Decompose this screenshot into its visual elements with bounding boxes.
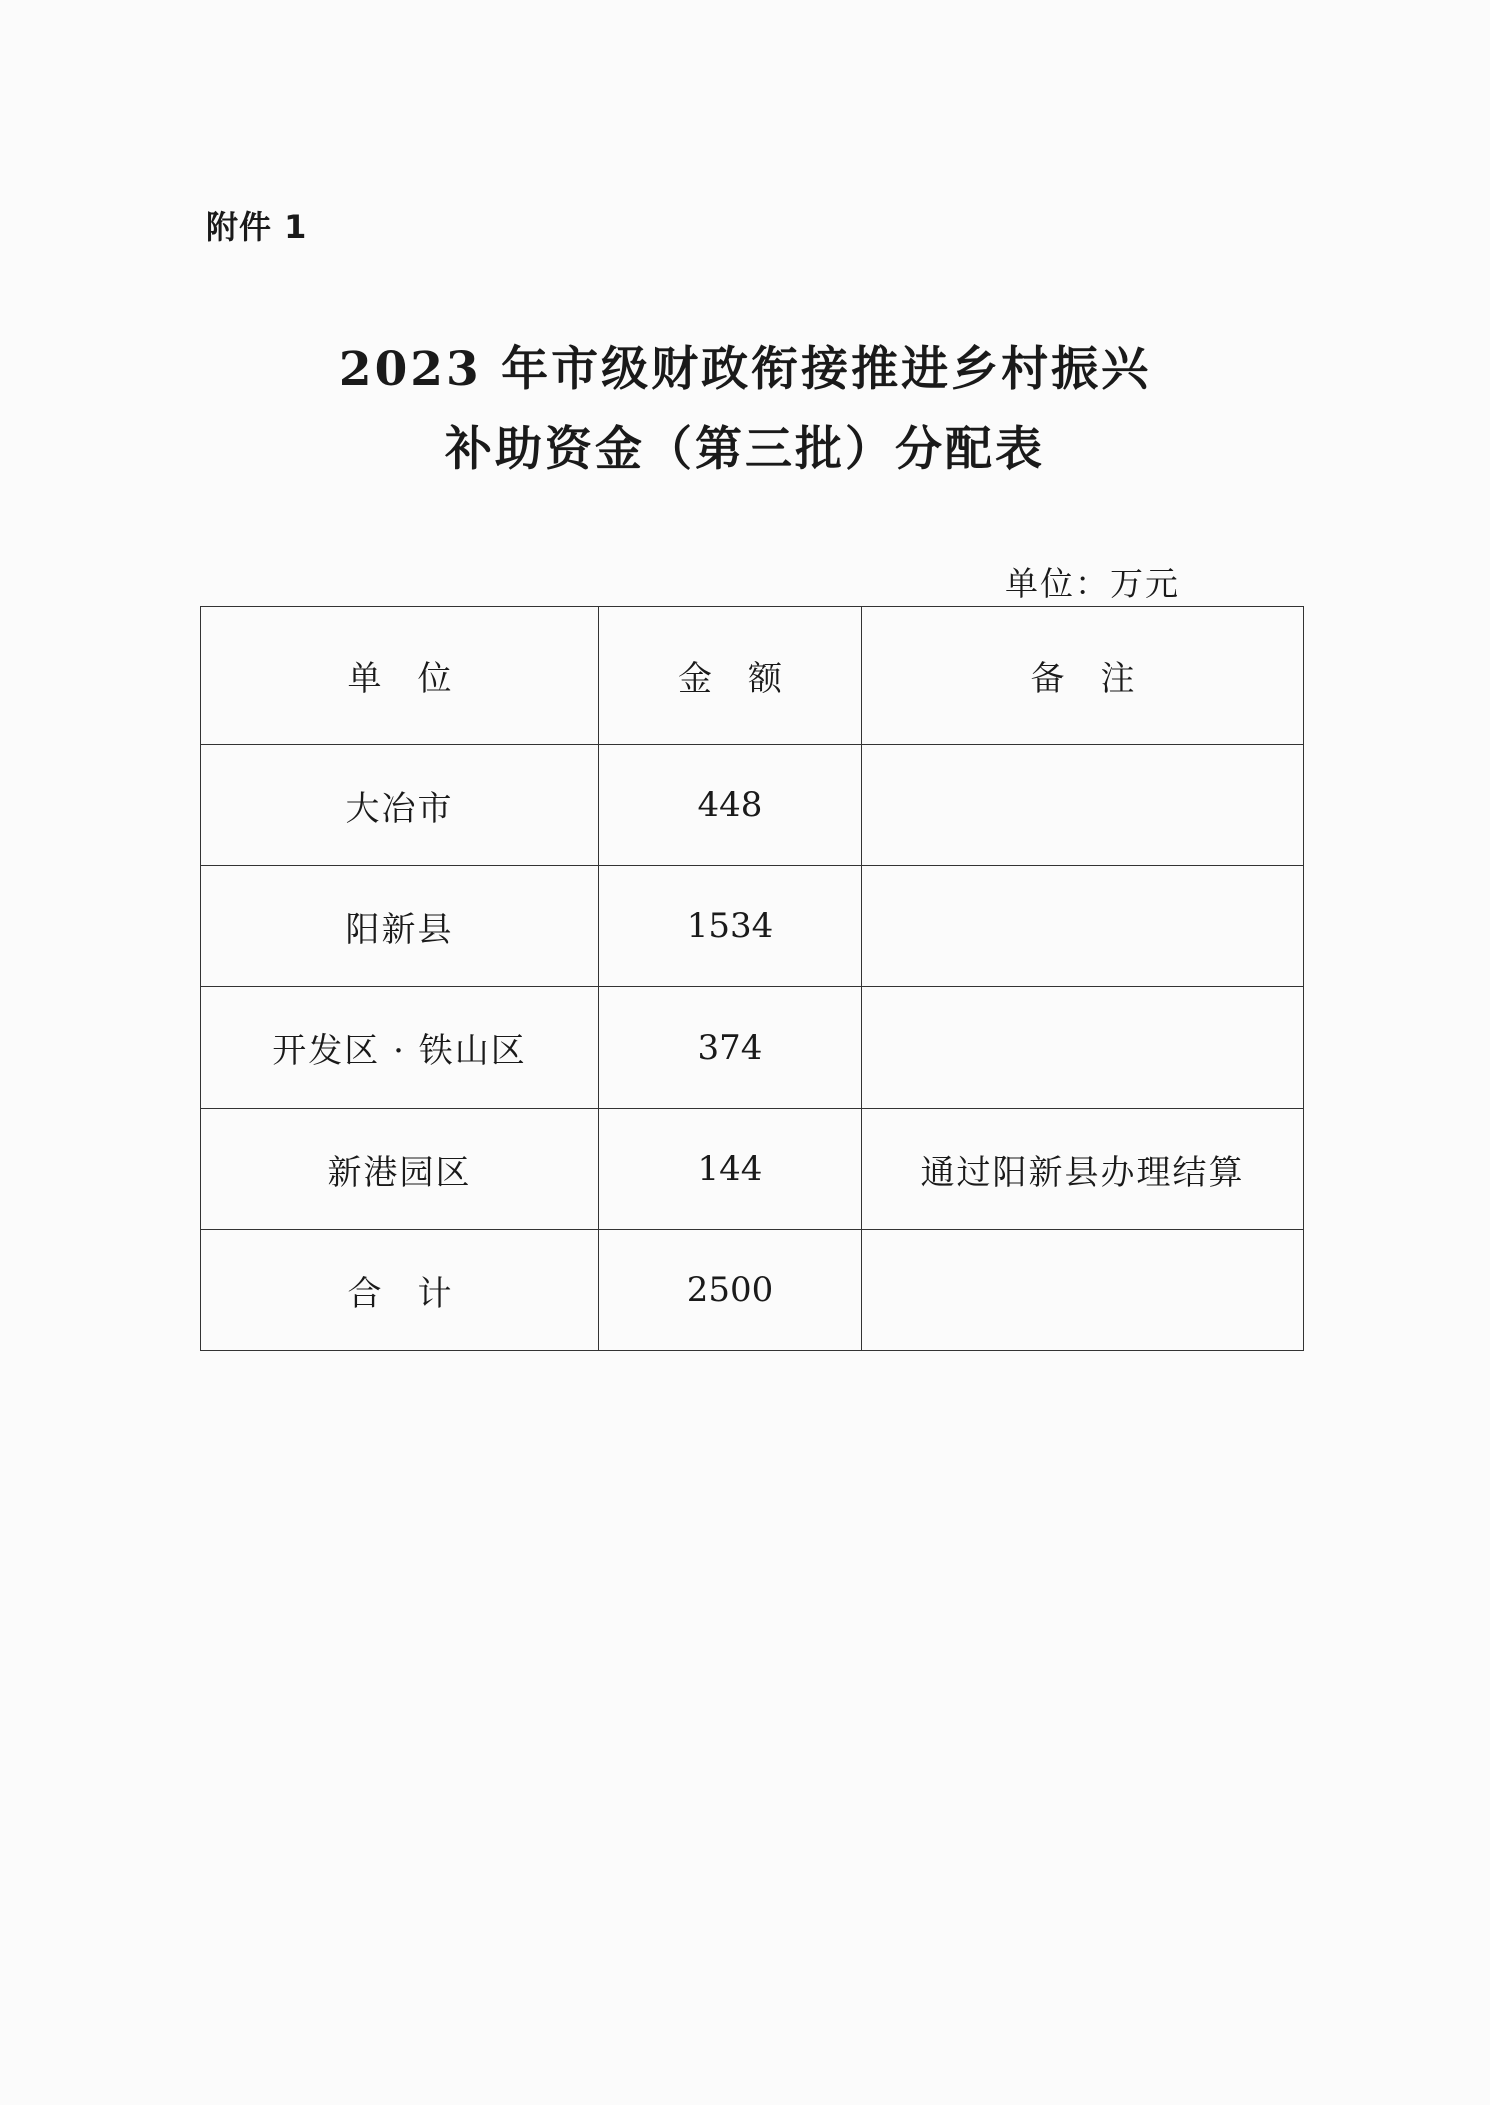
row-note bbox=[862, 866, 1304, 987]
table-row bbox=[201, 1109, 1304, 1230]
row-amount: 2500 bbox=[599, 1230, 862, 1351]
row-note bbox=[862, 745, 1304, 866]
row-unit: 开发区 · 铁山区 bbox=[201, 987, 599, 1109]
row-amount: 144 bbox=[599, 1109, 862, 1230]
header-note: 备注 bbox=[862, 607, 1304, 745]
table-row bbox=[201, 987, 1304, 1109]
row-amount: 1534 bbox=[599, 866, 862, 987]
header-unit: 单位 bbox=[201, 607, 599, 745]
row-amount: 374 bbox=[599, 987, 862, 1109]
allocation-table bbox=[200, 606, 1304, 1351]
document-title-line-2: 补助资金（第三批）分配表 bbox=[445, 422, 1045, 477]
table-row bbox=[201, 866, 1304, 987]
unit-label: 单位：万元 bbox=[1005, 564, 1180, 603]
row-unit: 阳新县 bbox=[201, 866, 599, 987]
row-unit: 大冶市 bbox=[201, 745, 599, 866]
table-row-total bbox=[201, 1230, 1304, 1351]
table-row bbox=[201, 745, 1304, 866]
row-note bbox=[862, 987, 1304, 1109]
row-note: 通过阳新县办理结算 bbox=[862, 1109, 1304, 1230]
attachment-label: 附件 1 bbox=[206, 208, 308, 246]
document-title-line-1: 2023 年市级财政衔接推进乡村振兴 bbox=[338, 342, 1152, 397]
header-amount: 金额 bbox=[599, 607, 862, 745]
row-amount: 448 bbox=[599, 745, 862, 866]
row-unit: 合计 bbox=[201, 1230, 599, 1351]
table-header-row bbox=[201, 607, 1304, 745]
row-unit: 新港园区 bbox=[201, 1109, 599, 1230]
row-note bbox=[862, 1230, 1304, 1351]
